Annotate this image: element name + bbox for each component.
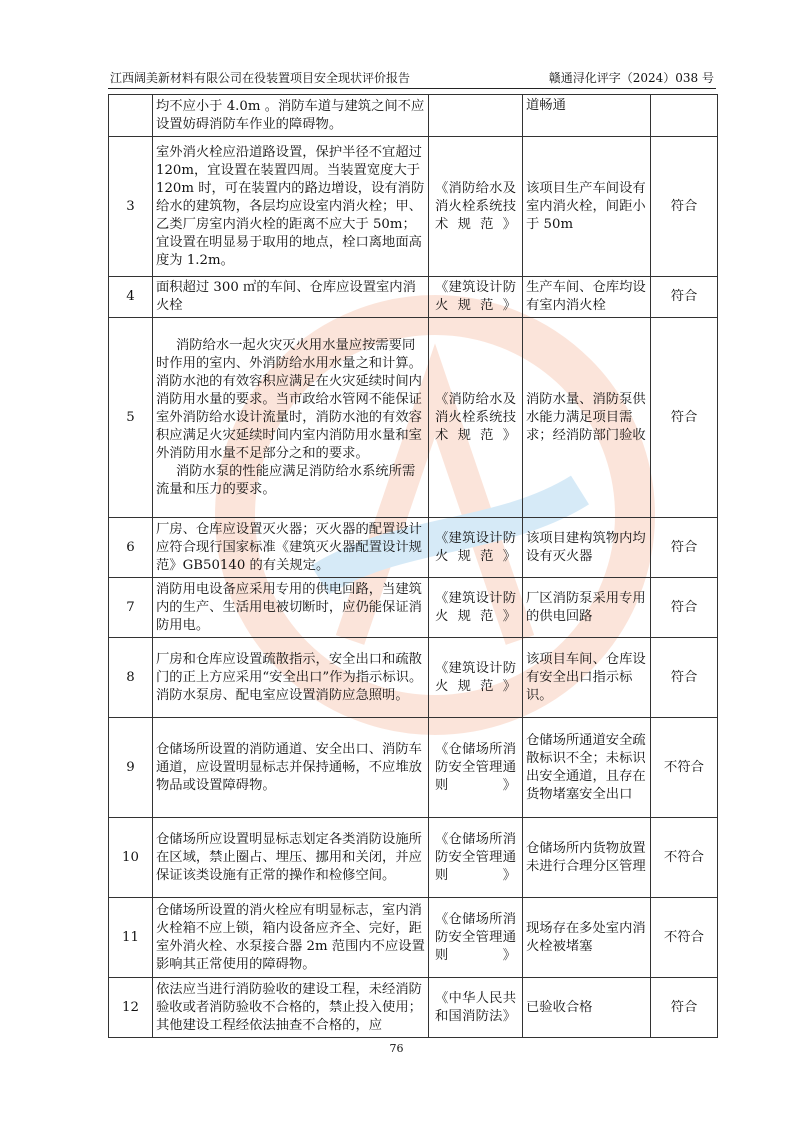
- requirement-text: 消防水泵的性能应满足消防给水系统所需流量和压力的要求。: [156, 463, 416, 497]
- status-cell: 该项目车间、仓库设有安全出口指示标识。: [523, 638, 651, 718]
- standard-cell: 《仓储场所消防安全管理通则》: [429, 818, 523, 898]
- result-cell: 符合: [651, 318, 718, 518]
- requirement-cell: [153, 277, 429, 318]
- status-cell: 现场存在多处室内消火栓被堵塞: [523, 898, 651, 978]
- result-cell: 不符合: [651, 898, 718, 978]
- standard-cell: 《建筑设计防火规范》: [429, 578, 523, 638]
- status-cell: 仓储场所通道安全疏散标识不全；未标识出安全通道，且存在货物堵塞安全出口: [523, 718, 651, 818]
- standard-cell: 《建筑设计防火规范》: [429, 277, 523, 318]
- table-row: [109, 95, 718, 137]
- row-number: 4: [109, 277, 153, 318]
- row-number: 7: [109, 578, 153, 638]
- row-number: 11: [109, 898, 153, 978]
- requirement-text: 消防给水一起火灾灭火用水量应按需要同时作用的室内、外消防给水用水量之和计算。消防水池的有效容积应满足在火灾延续时间内消防用水量的要求。当市政给水管网不能保证室外消防给水设计流量时，消防水池的有效容积应满足火灾延续时间内室内消防用水量和室外消防用水量不足部分之和的要求。: [156, 337, 422, 461]
- row-number: 12: [109, 978, 153, 1038]
- requirement-text: 室外消火栓应沿道路设置，保护半径不宜超过 120m，宜设置在装置四周。当装置宽度大于 120m 时，可在装置内的路边增设，设有消防给水的建筑物，各层均应设室内消火栓；甲、乙类厂房室内消火栓的距离不应大于 50m；宜设置在明显易于取用的地点，栓口离地面高度为 1.2m。: [156, 144, 425, 268]
- table-row: [109, 578, 718, 638]
- status-cell: 消防水量、消防泵供水能力满足项目需求；经消防部门验收: [523, 318, 651, 518]
- row-number: [109, 95, 153, 137]
- status-cell: 仓储场所内货物放置未进行合理分区管理: [523, 818, 651, 898]
- requirement-text: 依法应当进行消防验收的建设工程，未经消防验收或者消防验收不合格的，禁止投入使用；其他建设工程经依法抽查不合格的，应: [156, 981, 422, 1033]
- requirement-cell: [153, 638, 429, 718]
- requirement-text: 面积超过 300 ㎡的车间、仓库应设置室内消火栓: [156, 280, 416, 313]
- requirement-cell: [153, 898, 429, 978]
- requirement-text: 仓储场所设置的消火栓应有明显标志，室内消火栓箱不应上锁，箱内设备应齐全、完好，距室外消火栓、水泵接合器 2m 范围内不应设置影响其正常使用的障碍物。: [156, 902, 425, 972]
- requirement-cell: [153, 818, 429, 898]
- standard-cell: 《仓储场所消防安全管理通则》: [429, 718, 523, 818]
- table-row: [109, 898, 718, 978]
- evaluation-table: [108, 94, 718, 1038]
- standard-cell: [429, 95, 523, 137]
- standard-cell: 《建筑设计防火规范》: [429, 638, 523, 718]
- standard-cell: 《建筑设计防火规范》: [429, 518, 523, 578]
- report-number: 赣通浔化评字（2024）038 号: [548, 71, 714, 85]
- table-row: [109, 978, 718, 1038]
- standard-cell: 《中华人民共和国消防法》: [429, 978, 523, 1038]
- table-row: [109, 818, 718, 898]
- row-number: 8: [109, 638, 153, 718]
- requirement-text: 仓储场所设置的消防通道、安全出口、消防车通道，应设置明显标志并保持通畅，不应堆放物品或设置障碍物。: [156, 741, 422, 793]
- requirement-text: 消防用电设备应采用专用的供电回路，当建筑内的生产、生活用电被切断时，应仍能保证消防用电。: [156, 581, 422, 633]
- table-row: [109, 718, 718, 818]
- status-cell: 厂区消防泵采用专用的供电回路: [523, 578, 651, 638]
- result-cell: 符合: [651, 518, 718, 578]
- status-cell: 该项目生产车间设有室内消火栓，间距小于 50m: [523, 137, 651, 277]
- result-cell: 符合: [651, 638, 718, 718]
- row-number: 5: [109, 318, 153, 518]
- status-cell: 该项目建构筑物内均设有灭火器: [523, 518, 651, 578]
- requirement-cell: [153, 318, 429, 518]
- requirement-cell: [153, 718, 429, 818]
- result-cell: 符合: [651, 578, 718, 638]
- result-cell: [651, 95, 718, 137]
- table-row: [109, 137, 718, 277]
- report-title: 江西阔美新材料有限公司在役装置项目安全现状评价报告: [110, 71, 411, 85]
- status-cell: 已验收合格: [523, 978, 651, 1038]
- requirement-text: 厂房和仓库应设置疏散指示，安全出口和疏散门的正上方应采用“安全出口”作为指示标识。消防水泵房、配电室应设置消防应急照明。: [156, 651, 423, 703]
- standard-cell: 《消防给水及消火栓系统技术规范》: [429, 318, 523, 518]
- requirement-text: 均不应小于 4.0m 。消防车道与建筑之间不应设置妨碍消防车作业的障碍物。: [156, 98, 425, 132]
- table-row: [109, 518, 718, 578]
- page-number: 76: [389, 1042, 404, 1055]
- standard-cell: 《仓储场所消防安全管理通则》: [429, 898, 523, 978]
- status-cell: 生产车间、仓库均设有室内消火栓: [523, 277, 651, 318]
- requirement-cell: [153, 95, 429, 137]
- requirement-cell: [153, 137, 429, 277]
- status-cell: 道畅通: [523, 95, 651, 137]
- table-row: [109, 638, 718, 718]
- result-cell: 符合: [651, 137, 718, 277]
- row-number: 10: [109, 818, 153, 898]
- page-header: [108, 70, 716, 89]
- requirement-text: 仓储场所应设置明显标志划定各类消防设施所在区域，禁止圈占、埋压、挪用和关闭，并应保证该类设施有正常的操作和检修空间。: [156, 831, 422, 883]
- row-number: 9: [109, 718, 153, 818]
- requirement-cell: [153, 578, 429, 638]
- requirement-cell: [153, 978, 429, 1038]
- requirement-text: 厂房、仓库应设置灭火器；灭火器的配置设计应符合现行国家标准《建筑灭火器配置设计规范》GB50140 的有关规定。: [156, 521, 422, 573]
- table-row: [109, 277, 718, 318]
- standard-cell: 《消防给水及消火栓系统技术规范》: [429, 137, 523, 277]
- row-number: 6: [109, 518, 153, 578]
- result-cell: 符合: [651, 978, 718, 1038]
- result-cell: 不符合: [651, 718, 718, 818]
- result-cell: 不符合: [651, 818, 718, 898]
- result-cell: 符合: [651, 277, 718, 318]
- row-number: 3: [109, 137, 153, 277]
- requirement-cell: [153, 518, 429, 578]
- table-row: [109, 318, 718, 518]
